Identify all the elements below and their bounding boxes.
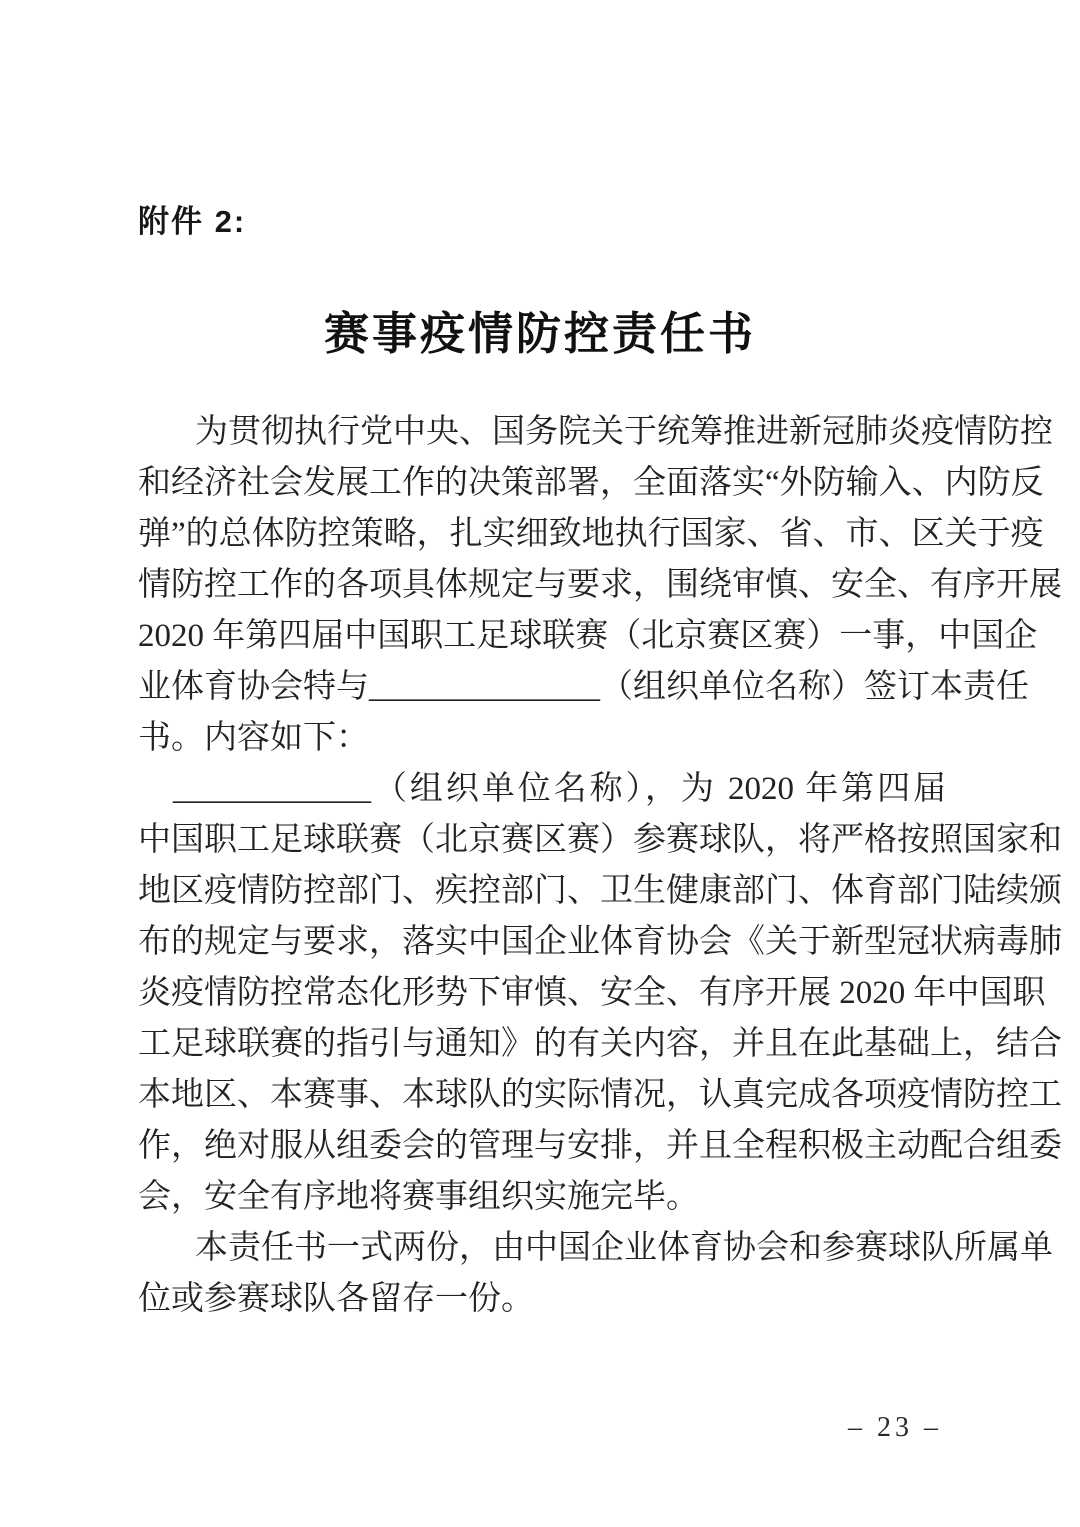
document-line: 炎疫情防控常态化形势下审慎、安全、有序开展 2020 年中国职	[138, 975, 1046, 1011]
document-line: 作，绝对服从组委会的管理与安排，并且全程积极主动配合组委	[138, 1128, 1062, 1164]
document-line: 业体育协会特与______________（组织单位名称）签订本责任	[138, 669, 1029, 705]
document-line: 2020 年第四届中国职工足球联赛（北京赛区赛）一事，中国企	[138, 618, 1038, 654]
document-line: 地区疫情防控部门、疾控部门、卫生健康部门、体育部门陆续颁	[138, 873, 1062, 909]
page-number: – 23 –	[848, 1412, 942, 1443]
document-line: 情防控工作的各项具体规定与要求，围绕审慎、安全、有序开展	[138, 567, 1062, 603]
document-line: 为贯彻执行党中央、国务院关于统筹推进新冠肺炎疫情防控	[195, 414, 1053, 450]
attachment-label: 附件 2:	[138, 204, 247, 239]
document-line: 弹”的总体防控策略，扎实细致地执行国家、省、市、区关于疫	[138, 516, 1044, 552]
document-line: 会，安全有序地将赛事组织实施完毕。	[138, 1179, 699, 1215]
document-line: 中国职工足球联赛（北京赛区赛）参赛球队，将严格按照国家和	[138, 822, 1062, 858]
document-body	[138, 407, 1062, 1325]
document-line: ____________（组织单位名称），为 2020 年第四届	[173, 771, 946, 807]
document-line: 书。内容如下：	[138, 720, 369, 756]
document-title: 赛事疫情防控责任书	[323, 309, 756, 359]
document-line: 本地区、本赛事、本球队的实际情况，认真完成各项疫情防控工	[138, 1077, 1062, 1113]
document-line: 布的规定与要求，落实中国企业体育协会《关于新型冠状病毒肺	[138, 924, 1062, 960]
document-line: 工足球联赛的指引与通知》的有关内容，并且在此基础上，结合	[138, 1026, 1062, 1062]
document-line: 和经济社会发展工作的决策部署，全面落实“外防输入、内防反	[138, 465, 1044, 501]
document-line: 本责任书一式两份，由中国企业体育协会和参赛球队所属单	[195, 1230, 1053, 1266]
document-line: 位或参赛球队各留存一份。	[138, 1281, 534, 1317]
